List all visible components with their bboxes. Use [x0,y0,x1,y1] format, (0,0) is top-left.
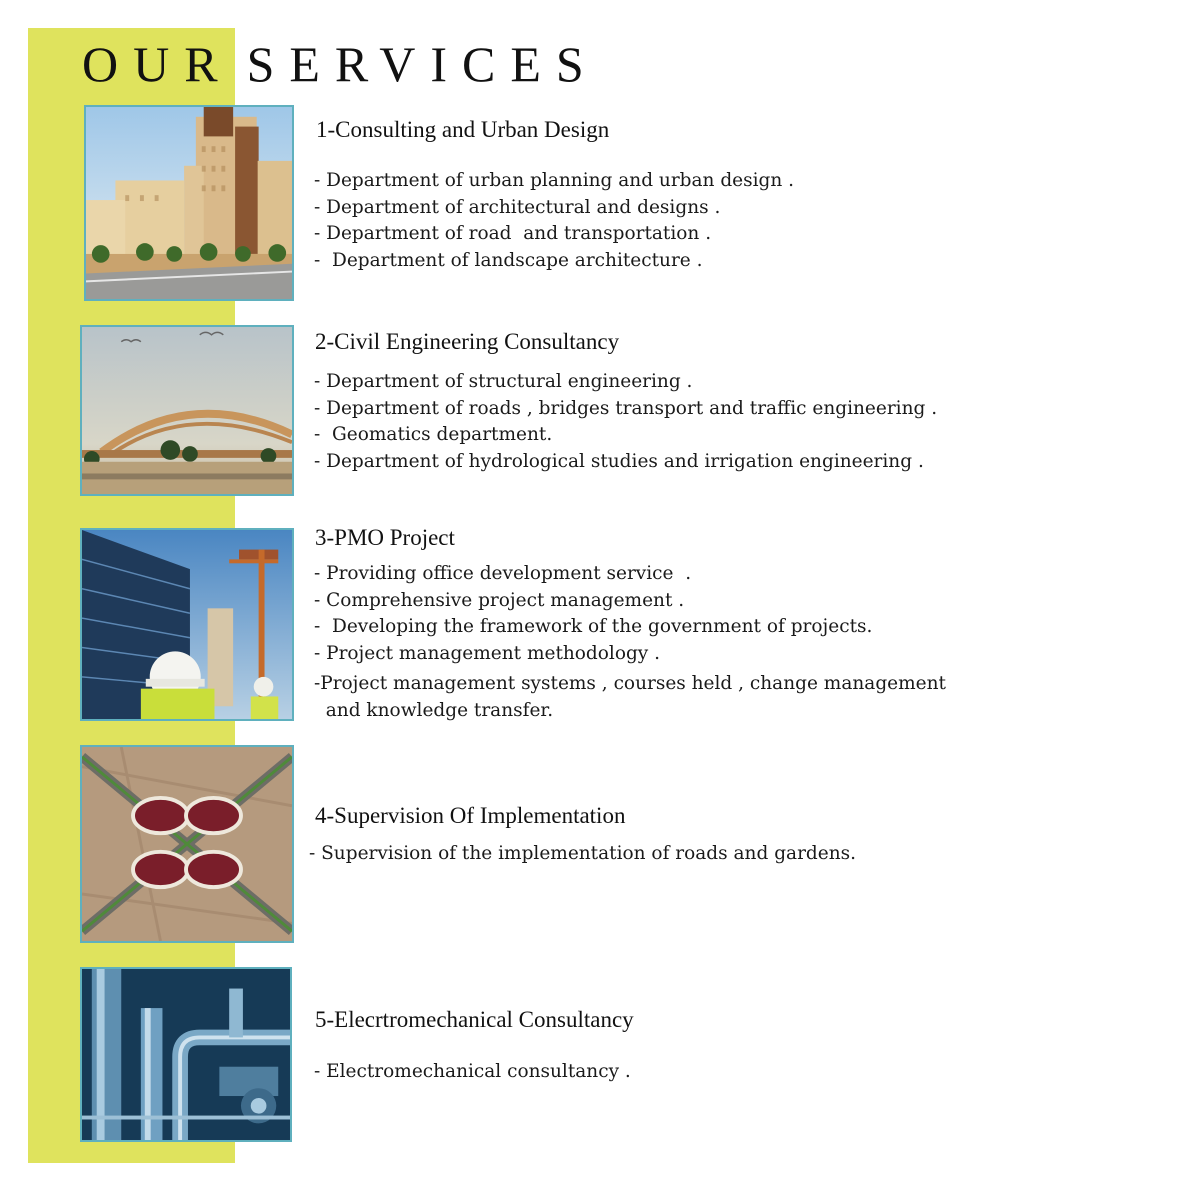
bridge-photo [80,325,294,496]
list-item: - Department of urban planning and urban design . [314,170,795,191]
list-item: - Department of road and transportation . [314,223,712,244]
list-item: - Supervision of the implementation of roads and gardens. [309,843,856,864]
list-item: - Department of landscape architecture . [314,249,703,271]
list-item: - Developing the framework of the government of projects. [314,616,873,637]
service-heading: 5-Elecrtromechanical Consultancy [315,1007,634,1032]
list-item: - Department of architectural and designs . [314,196,721,218]
page-title: OUR SERVICES [82,36,599,92]
list-item: - Department of hydrological studies and irrigation engineering . [314,450,924,472]
list-item: - Department of structural engineering . [314,371,693,392]
construction-site-photo [80,528,294,721]
service-list [309,841,856,868]
urban-design-photo [84,105,294,301]
service-list [314,561,946,724]
service-list [314,168,794,274]
list-item: and knowledge transfer. [314,699,554,721]
service-list [314,369,937,475]
service-heading: 1-Consulting and Urban Design [316,117,610,142]
list-item: - Project management methodology . [314,642,661,664]
service-heading: 2-Civil Engineering Consultancy [315,329,620,354]
list-item: - Geomatics department. [314,424,553,445]
interchange-aerial-photo [80,745,294,943]
service-heading: 3-PMO Project [315,525,455,550]
list-item: - Department of roads , bridges transport and traffic engineering . [314,397,938,419]
list-item: - Comprehensive project management . [314,589,685,611]
list-item: - Electromechanical consultancy . [314,1061,631,1082]
service-list [314,1059,631,1086]
list-item: -Project management systems , courses held , change management [314,673,946,694]
service-heading: 4-Supervision Of Implementation [315,803,626,828]
industrial-pipes-photo [80,967,292,1142]
list-item: - Providing office development service . [314,563,692,584]
